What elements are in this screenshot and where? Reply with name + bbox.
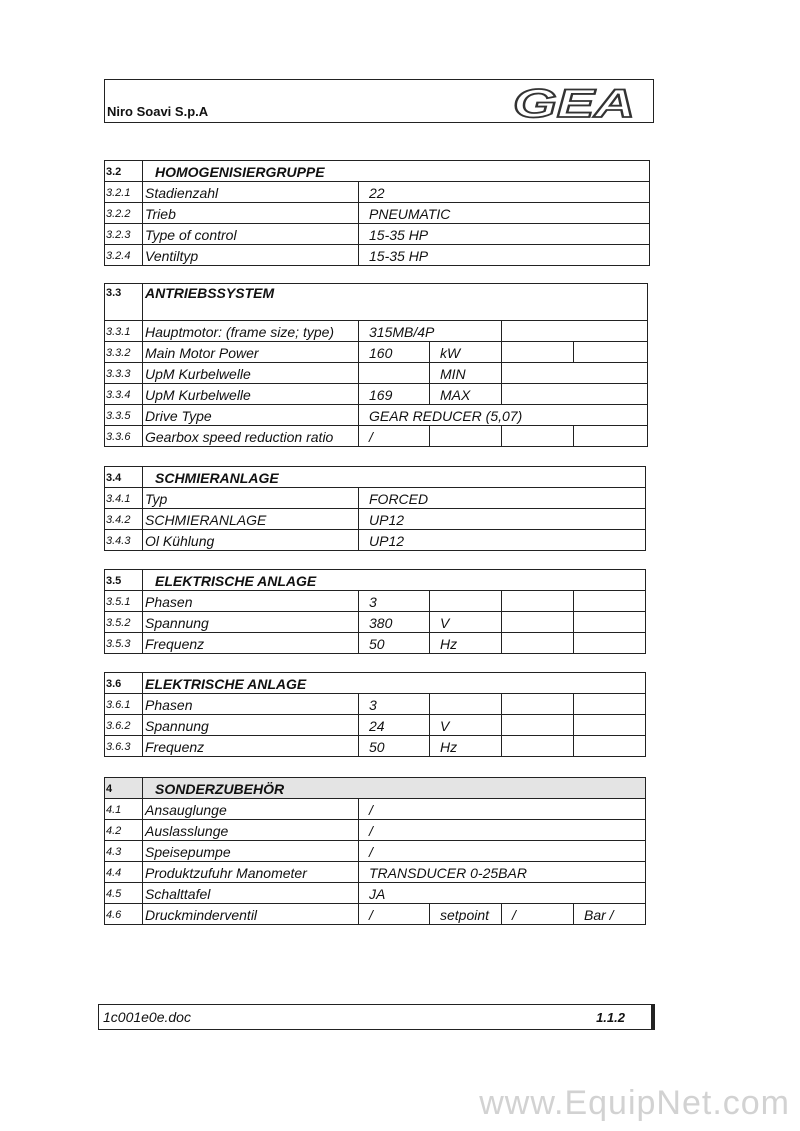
row-number: 3.3.4 [105, 384, 143, 405]
section-3-6-table [104, 672, 646, 757]
section-number: 3.6 [105, 673, 143, 694]
row-value: / [359, 904, 430, 925]
table-row [105, 342, 648, 363]
row-value: 160 [359, 342, 430, 363]
table-row [105, 591, 646, 612]
section-4-table [104, 777, 646, 925]
section-3-2-table [104, 160, 650, 266]
section-number: 3.3 [105, 284, 143, 321]
row-unit: kW [430, 342, 502, 363]
row-number: 3.2.2 [105, 203, 143, 224]
row-unit [430, 591, 502, 612]
row-label: Drive Type [143, 405, 359, 426]
section-title: SCHMIERANLAGE [143, 467, 646, 488]
row-number: 4.5 [105, 883, 143, 904]
row-extra-unit: Bar / [574, 904, 646, 925]
row-label: Stadienzahl [143, 182, 359, 203]
row-number: 4.1 [105, 799, 143, 820]
row-label: Phasen [143, 591, 359, 612]
section-number: 4 [105, 778, 143, 799]
row-unit: MIN [430, 363, 502, 384]
table-row [105, 862, 646, 883]
row-number: 3.5.2 [105, 612, 143, 633]
row-value: / [359, 799, 646, 820]
row-number: 3.6.2 [105, 715, 143, 736]
row-value: / [359, 426, 430, 447]
row-number: 3.2.3 [105, 224, 143, 245]
table-row [105, 694, 646, 715]
section-number: 3.4 [105, 467, 143, 488]
table-row [105, 488, 646, 509]
section-header [105, 284, 648, 321]
row-number: 3.5.1 [105, 591, 143, 612]
section-number: 3.2 [105, 161, 143, 182]
row-number: 3.3.6 [105, 426, 143, 447]
row-value: 22 [359, 182, 650, 203]
table-row [105, 321, 648, 342]
row-value: 380 [359, 612, 430, 633]
row-number: 3.5.3 [105, 633, 143, 654]
table-row [105, 715, 646, 736]
row-label: UpM Kurbelwelle [143, 363, 359, 384]
table-row [105, 530, 646, 551]
row-unit: MAX [430, 384, 502, 405]
row-unit: V [430, 715, 502, 736]
row-label: Hauptmotor: (frame size; type) [143, 321, 359, 342]
table-row [105, 633, 646, 654]
table-row [105, 426, 648, 447]
svg-text:GEA: GEA [513, 84, 635, 120]
table-row [105, 203, 650, 224]
row-label: Phasen [143, 694, 359, 715]
row-number: 4.4 [105, 862, 143, 883]
row-value: 24 [359, 715, 430, 736]
section-3-4-table [104, 466, 646, 551]
table-row [105, 224, 650, 245]
table-row [105, 736, 646, 757]
section-title: ELEKTRISCHE ANLAGE [143, 570, 646, 591]
row-label: Frequenz [143, 736, 359, 757]
row-value: FORCED [359, 488, 646, 509]
row-value: 15-35 HP [359, 245, 650, 266]
table-row [105, 841, 646, 862]
row-value: PNEUMATIC [359, 203, 650, 224]
row-number: 3.4.1 [105, 488, 143, 509]
row-label: Typ [143, 488, 359, 509]
row-unit: Hz [430, 633, 502, 654]
row-unit: Hz [430, 736, 502, 757]
row-label: Ventiltyp [143, 245, 359, 266]
table-row [105, 904, 646, 925]
section-title: ANTRIEBSSYSTEM [143, 284, 648, 321]
row-label: Gearbox speed reduction ratio [143, 426, 359, 447]
row-label: UpM Kurbelwelle [143, 384, 359, 405]
row-number: 4.6 [105, 904, 143, 925]
table-row [105, 820, 646, 841]
row-number: 3.4.3 [105, 530, 143, 551]
document-footer [98, 1004, 655, 1030]
row-value: 15-35 HP [359, 224, 650, 245]
row-value: GEAR REDUCER (5,07) [359, 405, 648, 426]
row-label: Auslasslunge [143, 820, 359, 841]
row-number: 3.3.3 [105, 363, 143, 384]
row-value: 50 [359, 633, 430, 654]
row-number: 3.6.1 [105, 694, 143, 715]
row-number: 3.2.1 [105, 182, 143, 203]
row-label: Produktzufuhr Manometer [143, 862, 359, 883]
section-header [105, 570, 646, 591]
row-number: 3.3.5 [105, 405, 143, 426]
row-number: 4.3 [105, 841, 143, 862]
row-label: Frequenz [143, 633, 359, 654]
row-label: Schalttafel [143, 883, 359, 904]
section-header [105, 673, 646, 694]
row-value: UP12 [359, 509, 646, 530]
row-label: Ol Kühlung [143, 530, 359, 551]
row-label: Ansauglunge [143, 799, 359, 820]
company-name: Niro Soavi S.p.A [107, 104, 209, 119]
section-3-3-table [104, 283, 648, 447]
row-label: Type of control [143, 224, 359, 245]
section-3-5-table [104, 569, 646, 654]
row-label: Trieb [143, 203, 359, 224]
row-label: Druckminderventil [143, 904, 359, 925]
section-title: ELEKTRISCHE ANLAGE [143, 673, 646, 694]
row-value: / [359, 820, 646, 841]
section-header [105, 467, 646, 488]
row-number: 3.3.2 [105, 342, 143, 363]
row-unit: V [430, 612, 502, 633]
table-row [105, 405, 648, 426]
table-row [105, 384, 648, 405]
row-label: Speisepumpe [143, 841, 359, 862]
row-number: 3.2.4 [105, 245, 143, 266]
row-label: SCHMIERANLAGE [143, 509, 359, 530]
row-number: 3.4.2 [105, 509, 143, 530]
section-header [105, 161, 650, 182]
section-header [105, 778, 646, 799]
footer-version: 1.1.2 [596, 1010, 625, 1025]
table-row [105, 363, 648, 384]
row-label: Main Motor Power [143, 342, 359, 363]
table-row [105, 799, 646, 820]
gea-logo [511, 84, 639, 120]
row-value: 3 [359, 591, 430, 612]
row-unit: setpoint [430, 904, 502, 925]
watermark: www.EquipNet.com [479, 1084, 790, 1122]
row-number: 3.3.1 [105, 321, 143, 342]
row-number: 3.6.3 [105, 736, 143, 757]
table-row [105, 612, 646, 633]
row-value: JA [359, 883, 646, 904]
table-row [105, 182, 650, 203]
row-value: TRANSDUCER 0-25BAR [359, 862, 646, 883]
row-number: 4.2 [105, 820, 143, 841]
row-value: 315MB/4P [359, 321, 502, 342]
row-extra: / [502, 904, 574, 925]
row-label: Spannung [143, 612, 359, 633]
row-value: / [359, 841, 646, 862]
footer-filename: 1c001e0e.doc [103, 1009, 191, 1025]
row-value: 3 [359, 694, 430, 715]
row-value [359, 363, 430, 384]
table-row [105, 883, 646, 904]
document-header [104, 79, 654, 123]
row-label: Spannung [143, 715, 359, 736]
table-row [105, 245, 650, 266]
row-value: 169 [359, 384, 430, 405]
row-value: UP12 [359, 530, 646, 551]
section-number: 3.5 [105, 570, 143, 591]
table-row [105, 509, 646, 530]
section-title: SONDERZUBEHÖR [143, 778, 646, 799]
row-value: 50 [359, 736, 430, 757]
row-unit [430, 694, 502, 715]
section-title: HOMOGENISIERGRUPPE [143, 161, 650, 182]
